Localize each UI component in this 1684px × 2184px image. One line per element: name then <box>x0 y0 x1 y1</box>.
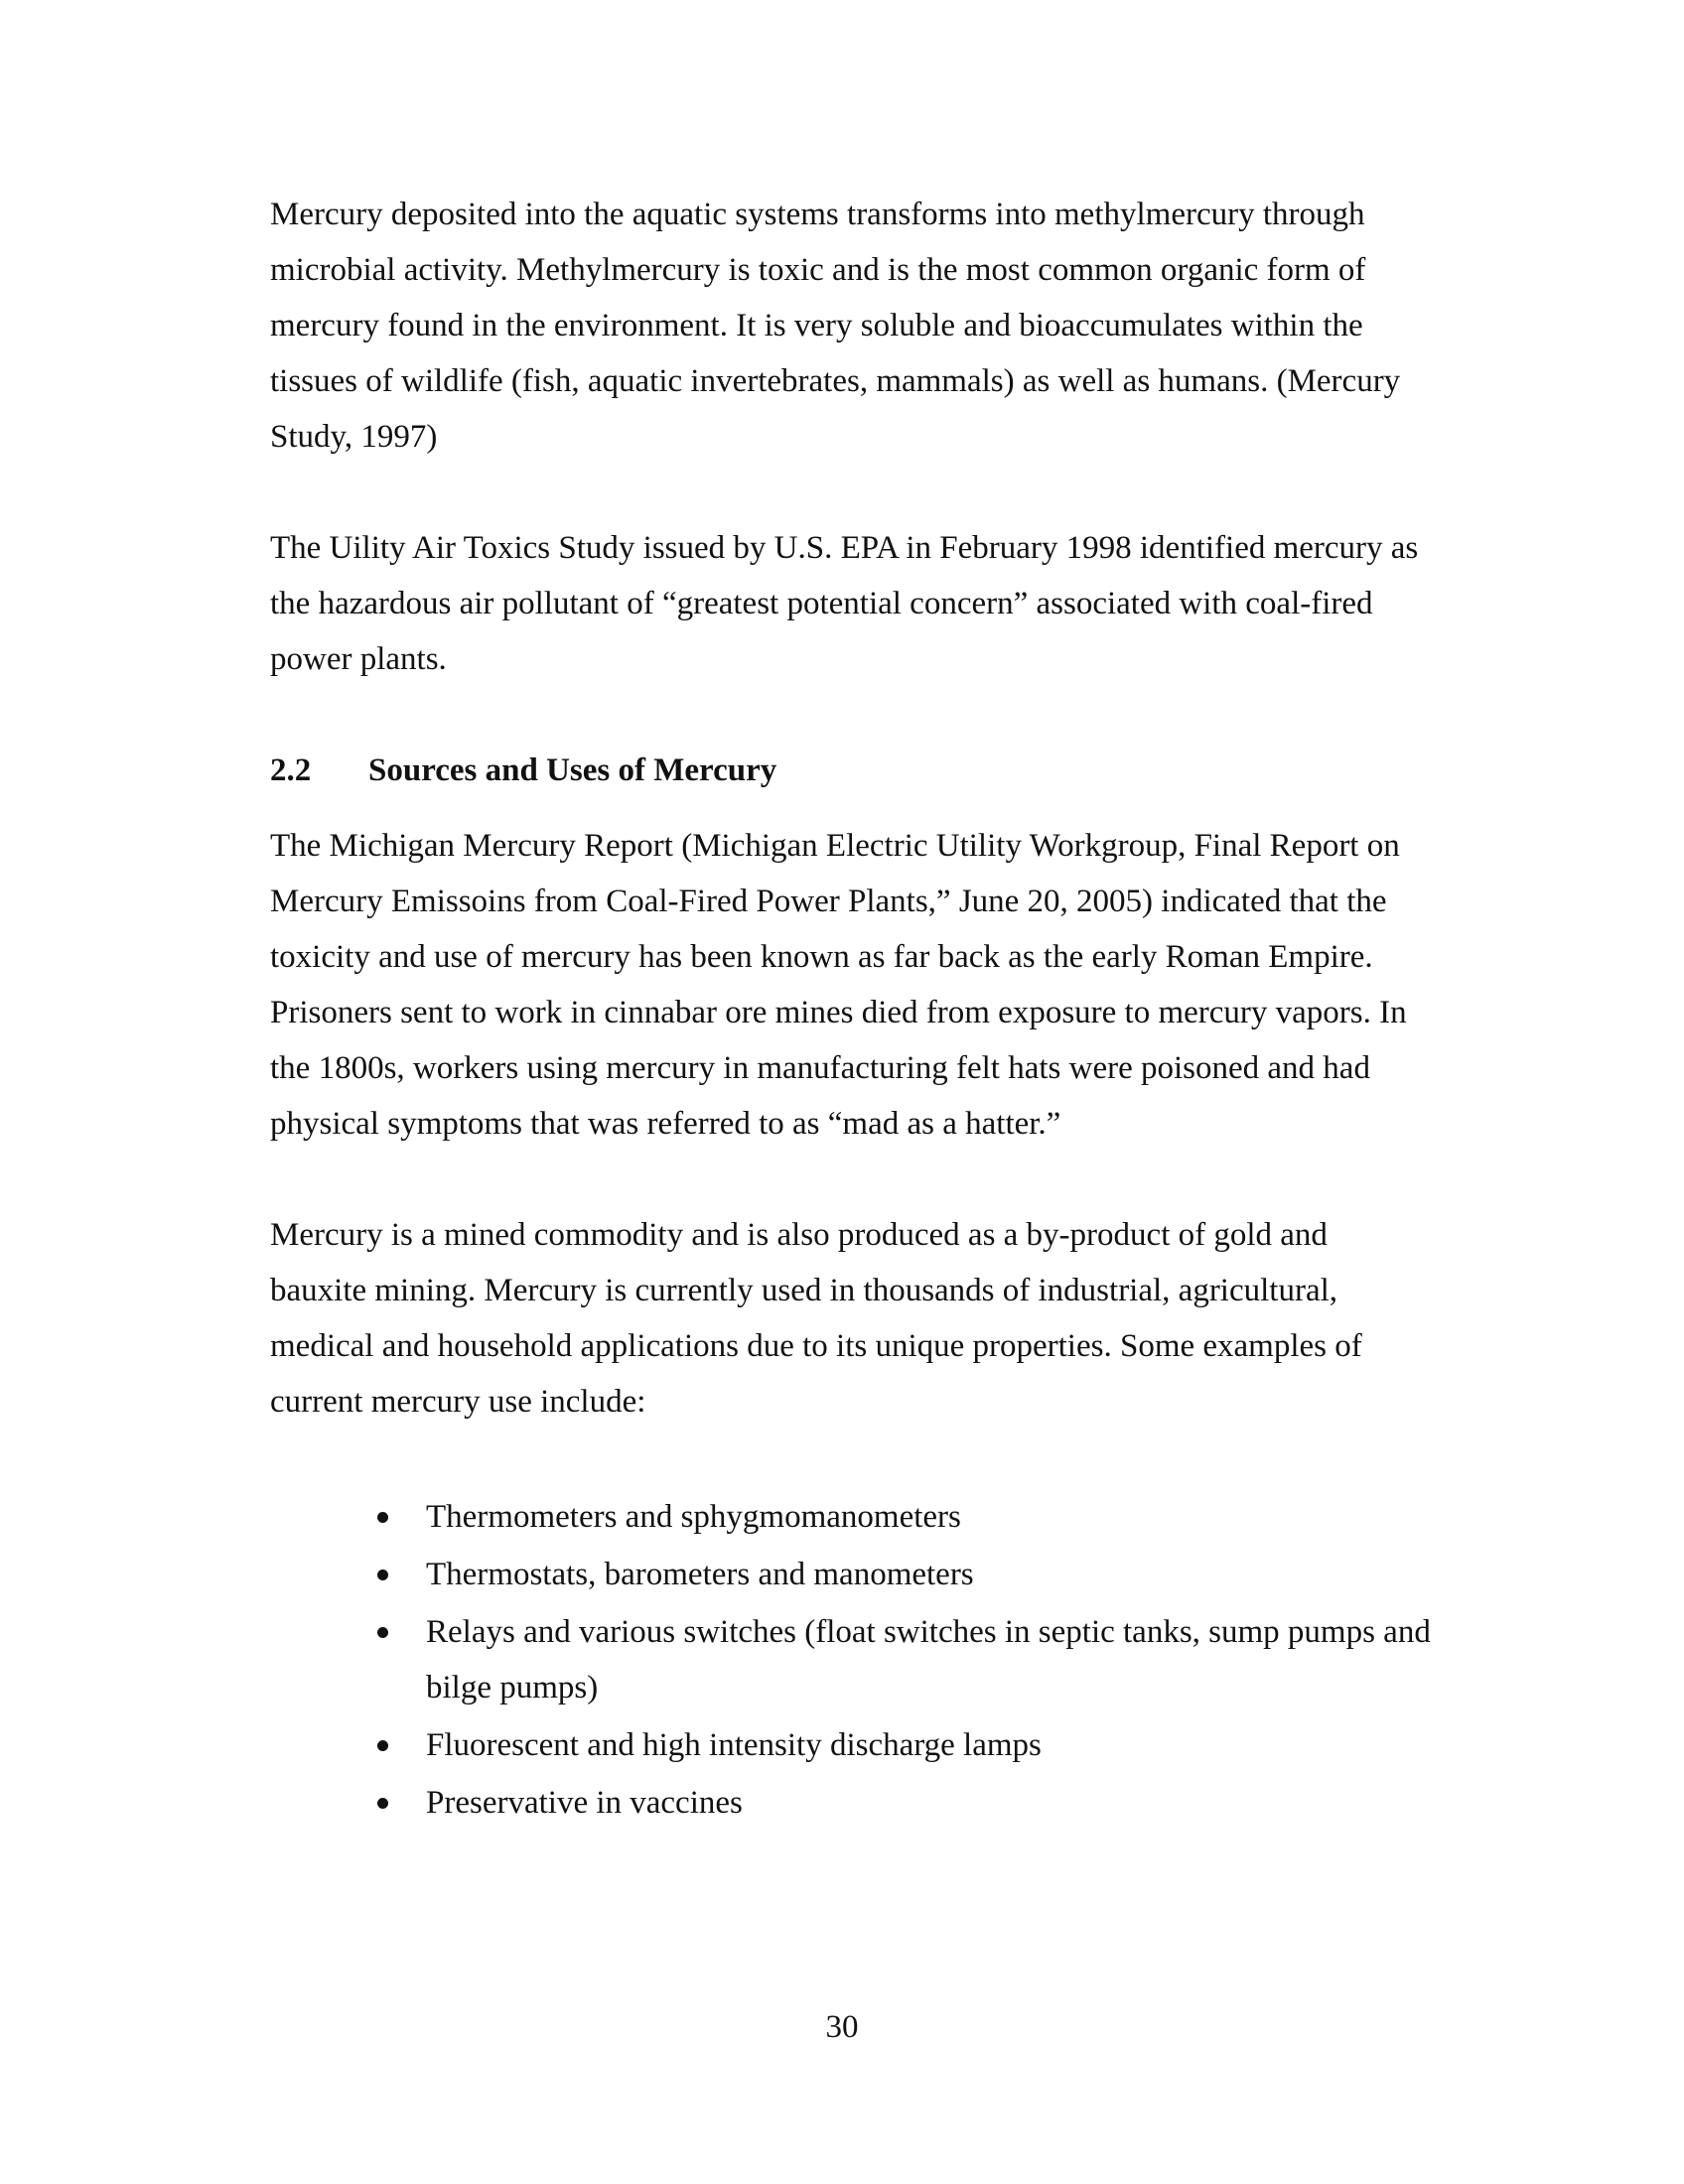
bullet-icon <box>377 1627 388 1638</box>
list-item-text: Relays and various switches (float switches in septic tanks, sump pumps and bilge pumps) <box>426 1614 1431 1706</box>
list-item-text: Thermometers and sphygmomanometers <box>426 1499 961 1535</box>
section-heading <box>270 743 776 798</box>
list-item <box>369 1489 1442 1545</box>
paragraph-methylmercury: Mercury deposited into the aquatic systems transforms into methylmercury through microbial activity. Methylmercury is toxic and is the most common organic form of mercury found in the environment. It is very soluble and bioaccumulates within the tissues of wildlife (fish, aquatic invertebrates, mammals) as well as humans. (Mercury Study, 1997) <box>270 197 1401 455</box>
list-item <box>369 1547 1442 1602</box>
page-number: 30 <box>825 2009 859 2045</box>
list-item-text: Preservative in vaccines <box>426 1785 743 1821</box>
list-item-text: Fluorescent and high intensity discharge lamps <box>426 1727 1042 1763</box>
bullet-icon <box>377 1798 388 1809</box>
paragraph-utility-air-toxics: The Uility Air Toxics Study issued by U.S. EPA in February 1998 identified mercury as the hazardous air pollutant of “greatest potential concern” associated with coal-fired power plants. <box>270 530 1419 677</box>
paragraph-michigan-report: The Michigan Mercury Report (Michigan Electric Utility Workgroup, Final Report on Mercury Emissoins from Coal-Fired Power Plants,” June 20, 2005) indicated that the toxicity and use of mercury has been known as far back as the early Roman Empire. Prisoners sent to work in cinnabar ore mines died from exposure to mercury vapors. In the 1800s, workers using mercury in manufacturing felt hats were poisoned and had physical symptoms that was referred to as “mad as a hatter.” <box>270 828 1407 1142</box>
mercury-uses-list <box>369 1489 1442 1833</box>
list-item <box>369 1717 1442 1773</box>
list-item <box>369 1775 1442 1831</box>
bullet-icon <box>377 1512 388 1523</box>
list-item <box>369 1604 1442 1715</box>
section-number: 2.2 <box>270 752 312 788</box>
bullet-icon <box>377 1740 388 1751</box>
list-item-text: Thermostats, barometers and manometers <box>426 1557 974 1592</box>
section-title: Sources and Uses of Mercury <box>368 752 777 788</box>
paragraph-mined-commodity: Mercury is a mined commodity and is also produced as a by-product of gold and bauxite mining. Mercury is currently used in thousands of industrial, agricultural, medical and household applications due to its unique properties. Some examples of current mercury use include: <box>270 1217 1362 1420</box>
bullet-icon <box>377 1570 388 1580</box>
